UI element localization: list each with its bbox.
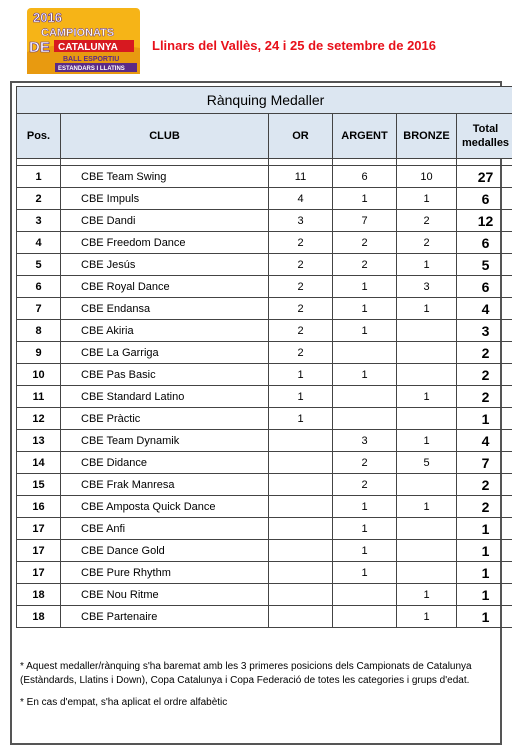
table-row [17, 364, 512, 386]
table-row [17, 562, 512, 584]
row-bronze [397, 474, 457, 496]
row-club: CBE Impuls [61, 188, 269, 210]
row-bronze [397, 562, 457, 584]
row-pos: 4 [17, 232, 61, 254]
row-argent: 1 [333, 188, 397, 210]
row-club: CBE Team Swing [61, 166, 269, 188]
row-club: CBE Didance [61, 452, 269, 474]
row-bronze: 1 [397, 188, 457, 210]
row-or: 1 [269, 408, 333, 430]
row-argent [333, 408, 397, 430]
row-bronze: 10 [397, 166, 457, 188]
row-bronze [397, 540, 457, 562]
row-argent: 1 [333, 364, 397, 386]
row-total: 4 [457, 298, 512, 320]
table-row [17, 452, 512, 474]
row-pos: 7 [17, 298, 61, 320]
row-total: 1 [457, 606, 512, 628]
row-pos: 3 [17, 210, 61, 232]
row-pos: 18 [17, 584, 61, 606]
row-total: 1 [457, 562, 512, 584]
row-pos: 15 [17, 474, 61, 496]
row-pos: 17 [17, 562, 61, 584]
row-or [269, 584, 333, 606]
table-row [17, 474, 512, 496]
row-bronze [397, 342, 457, 364]
header-or: OR [269, 114, 333, 159]
row-or: 2 [269, 342, 333, 364]
row-total: 2 [457, 496, 512, 518]
row-pos: 11 [17, 386, 61, 408]
row-club: CBE Nou Ritme [61, 584, 269, 606]
row-club: CBE Pas Basic [61, 364, 269, 386]
row-club: CBE Freedom Dance [61, 232, 269, 254]
row-club: CBE Anfi [61, 518, 269, 540]
row-argent: 2 [333, 452, 397, 474]
row-argent: 6 [333, 166, 397, 188]
header-total-line2: medalles [461, 137, 510, 149]
table-row [17, 408, 512, 430]
ranking-rows [17, 166, 512, 628]
event-title: Llinars del Vallès, 24 i 25 de setembre de 2016 [152, 38, 436, 53]
row-bronze [397, 518, 457, 540]
row-or: 1 [269, 386, 333, 408]
row-or: 4 [269, 188, 333, 210]
row-or [269, 518, 333, 540]
row-bronze [397, 320, 457, 342]
logo-line1: CAMPIONATS [41, 27, 115, 39]
row-club: CBE Akiria [61, 320, 269, 342]
row-club: CBE Dandi [61, 210, 269, 232]
row-or [269, 540, 333, 562]
row-pos: 17 [17, 540, 61, 562]
row-total: 2 [457, 474, 512, 496]
row-bronze: 2 [397, 210, 457, 232]
header-separator [17, 159, 512, 166]
row-or [269, 474, 333, 496]
row-bronze: 1 [397, 298, 457, 320]
row-total: 2 [457, 364, 512, 386]
table-row [17, 518, 512, 540]
header-pos: Pos. [17, 114, 61, 159]
row-pos: 9 [17, 342, 61, 364]
row-total: 1 [457, 518, 512, 540]
row-club: CBE Jesús [61, 254, 269, 276]
row-or: 2 [269, 232, 333, 254]
row-total: 2 [457, 386, 512, 408]
table-row [17, 276, 512, 298]
row-club: CBE Pràctic [61, 408, 269, 430]
row-pos: 6 [17, 276, 61, 298]
row-bronze: 1 [397, 496, 457, 518]
row-bronze: 1 [397, 430, 457, 452]
row-or [269, 430, 333, 452]
row-club: CBE Standard Latino [61, 386, 269, 408]
row-pos: 18 [17, 606, 61, 628]
row-total: 12 [457, 210, 512, 232]
row-bronze: 2 [397, 232, 457, 254]
row-or: 2 [269, 298, 333, 320]
row-total: 6 [457, 232, 512, 254]
row-total: 27 [457, 166, 512, 188]
row-total: 3 [457, 320, 512, 342]
table-row [17, 188, 512, 210]
row-total: 2 [457, 342, 512, 364]
row-argent: 2 [333, 474, 397, 496]
row-bronze [397, 408, 457, 430]
table-row [17, 606, 512, 628]
row-argent: 1 [333, 496, 397, 518]
footnote-scoring: * Aquest medaller/rànquing s'ha baremat amb les 3 primeres posicions dels Campionats de Catalunya (Estàndards, Llatins i Down), Copa Catalunya i Copa Federació de totes les categories i grups d'edat. [20, 661, 472, 686]
row-club: CBE Partenaire [61, 606, 269, 628]
row-pos: 5 [17, 254, 61, 276]
row-bronze: 1 [397, 584, 457, 606]
row-argent [333, 386, 397, 408]
row-argent: 1 [333, 540, 397, 562]
row-bronze [397, 364, 457, 386]
header-total-line1: Total [472, 123, 499, 135]
footnote-tiebreak: * En cas d'empat, s'ha aplicat el ordre alfabètic [20, 697, 228, 708]
row-or: 1 [269, 364, 333, 386]
table-row [17, 210, 512, 232]
row-bronze: 1 [397, 386, 457, 408]
header-total [457, 114, 512, 159]
table-row [17, 298, 512, 320]
row-total: 1 [457, 584, 512, 606]
header-argent: ARGENT [333, 114, 397, 159]
row-club: CBE Frak Manresa [61, 474, 269, 496]
row-pos: 16 [17, 496, 61, 518]
table-title: Rànquing Medaller [17, 87, 512, 114]
ranking-table [16, 86, 512, 628]
row-pos: 1 [17, 166, 61, 188]
row-argent: 2 [333, 254, 397, 276]
row-pos: 8 [17, 320, 61, 342]
table-row [17, 342, 512, 364]
footnotes [20, 660, 496, 718]
row-club: CBE Pure Rhythm [61, 562, 269, 584]
row-argent: 1 [333, 276, 397, 298]
row-club: CBE Endansa [61, 298, 269, 320]
row-or: 2 [269, 254, 333, 276]
row-argent [333, 342, 397, 364]
row-bronze: 5 [397, 452, 457, 474]
table-row [17, 496, 512, 518]
logo-line3: CATALUNYA [58, 42, 118, 53]
row-or: 11 [269, 166, 333, 188]
row-total: 7 [457, 452, 512, 474]
row-bronze: 3 [397, 276, 457, 298]
table-row [17, 320, 512, 342]
row-total: 1 [457, 540, 512, 562]
row-argent: 1 [333, 562, 397, 584]
header-bronze: BRONZE [397, 114, 457, 159]
row-argent: 3 [333, 430, 397, 452]
row-or [269, 496, 333, 518]
row-argent: 2 [333, 232, 397, 254]
logo-year: 2016 [33, 10, 62, 25]
row-club: CBE Team Dynamik [61, 430, 269, 452]
header-club: CLUB [61, 114, 269, 159]
row-argent: 1 [333, 320, 397, 342]
row-total: 6 [457, 276, 512, 298]
table-row [17, 254, 512, 276]
table-row [17, 232, 512, 254]
table-row [17, 166, 512, 188]
row-or [269, 606, 333, 628]
row-or: 2 [269, 276, 333, 298]
row-argent: 7 [333, 210, 397, 232]
row-bronze: 1 [397, 254, 457, 276]
row-pos: 17 [17, 518, 61, 540]
championship-logo [27, 8, 140, 74]
row-or [269, 562, 333, 584]
row-bronze: 1 [397, 606, 457, 628]
row-or: 2 [269, 320, 333, 342]
row-argent: 1 [333, 518, 397, 540]
row-or [269, 452, 333, 474]
logo-line5: ESTANDARS I LLATINS [58, 66, 125, 72]
row-club: CBE Amposta Quick Dance [61, 496, 269, 518]
table-row [17, 386, 512, 408]
table-row [17, 584, 512, 606]
row-pos: 12 [17, 408, 61, 430]
row-pos: 10 [17, 364, 61, 386]
row-club: CBE Dance Gold [61, 540, 269, 562]
row-total: 5 [457, 254, 512, 276]
logo-line4: BALL ESPORTIU [63, 56, 120, 63]
row-argent [333, 584, 397, 606]
row-club: CBE Royal Dance [61, 276, 269, 298]
row-pos: 14 [17, 452, 61, 474]
logo-line2: DE [29, 39, 50, 56]
row-or: 3 [269, 210, 333, 232]
row-club: CBE La Garriga [61, 342, 269, 364]
row-pos: 2 [17, 188, 61, 210]
row-argent [333, 606, 397, 628]
row-total: 6 [457, 188, 512, 210]
row-total: 4 [457, 430, 512, 452]
table-row [17, 540, 512, 562]
row-argent: 1 [333, 298, 397, 320]
table-row [17, 430, 512, 452]
row-total: 1 [457, 408, 512, 430]
row-pos: 13 [17, 430, 61, 452]
